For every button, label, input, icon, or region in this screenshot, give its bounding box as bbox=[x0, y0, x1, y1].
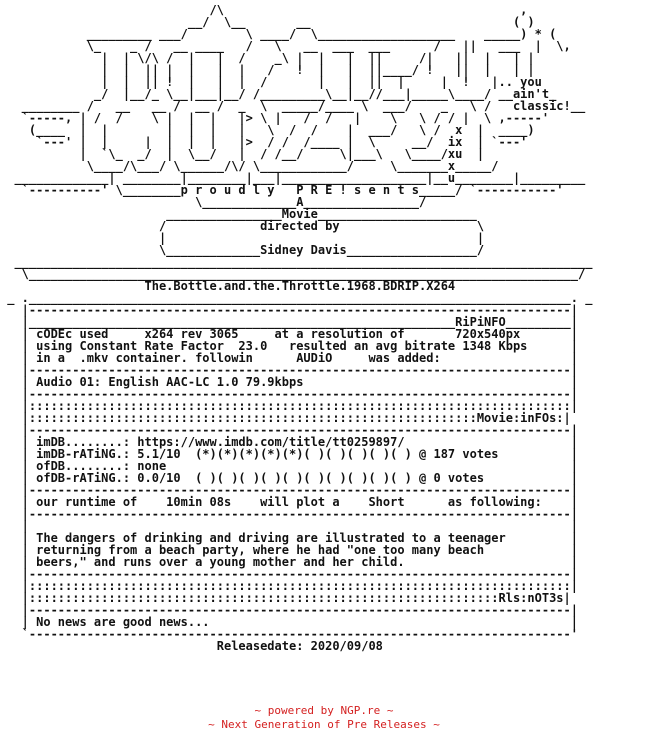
powered-by-link[interactable]: ~ powered by NGP.re ~ bbox=[254, 704, 394, 717]
ngp-footer bbox=[0, 704, 648, 732]
nfo-document: /\ , __/ \__ __ ( ) _________ ___/ \ ____/ \___________________ _____) * ( \_ _ / __ ____ / \ __ ___ ___ / || ___ | \, | | \/\ / | | / _\ | | | || /| || | | | | | || | | | | / ! | | ||____/ ! || | | | | | || ! | | | / | | || | | ! |.. you _/ |__/_ \__|___|__/ /_________\__|__//___|_____\____/ __ain't_ ________ / __ __ / __ / _ \ _____/____ \ ___/ _ \ / classic!__ `-----, | / / \ | | | |> \ | / / | \ \ / / | \ ,-----' (____ | | | | | | \ / / | ___/ \ / x | ____) `---' | | | | | | |> / / /____ | \ __/ ix | `---' | `\_ _/ | \__/ | / /__/ \|___\ \____/xu | \____/\___/ \______/\/ \____________/ \_______x_____/ _____________| ________|________|___|____________________|__u________|_________ `----------' \________p r o u d l y P R E ! s e n t s_____/ `-----------' \_____________A________________/ ________________Movie______________________ / directed by \ | | \_____________Sidney Davis__________________/ ________________________________________________________________________________ \____________________________________________________________________________/ The.Bottle.and.the.Throttle.1968.BDRIP.X264 _ .___________________________________________________________________________. _ |---------------------------------------------------------------------------| |___________________________________________________________RiPiNFO_________| | cODEc used x264 rev 3065 at a resolution of 720x540px | | using Constant Rate Factor 23.0 resulted an avg bitrate 1348 Kbps | | in a .mkv container. followin AUDiO was added: | |---------------------------------------------------------------------------| | Audio 01: English AAC-LC 1.0 79.9kbps | |---------------------------------------------------------------------------| |:::::::::::::::::::::::::::::::::::::::::::::::::::::::::::::::::::::::::::| |::::::::::::::::::::::::::::::::::::::::::::::::::::::::::::::Movie:inFOs:| |---------------------------------------------------------------------------| | imDB........: https://www.imdb.com/title/tt0259897/ | | imDB-rATiNG.: 5.1/10 (*)(*)(*)(*)(*)( )( )( )( )( ) @ 187 votes | | ofDB........: none | | ofDB-rATiNG.: 0.0/10 ( )( )( )( )( )( )( )( )( )( ) @ 0 votes | |---------------------------------------------------------------------------| | our runtime of 10min 08s will plot a Short as following: | |---------------------------------------------------------------------------| | | | The dangers of drinking and driving are illustrated to a teenager | | returning from a beach party, where he had "one too many beach | | beers," and runs over a young mother and her child. | |---------------------------------------------------------------------------| |:::::::::::::::::::::::::::::::::::::::::::::::::::::::::::::::::::::::::::| |:::::::::::::::::::::::::::::::::::::::::::::::::::::::::::::::::Rls:nOT3s| |---------------------------------------------------------------------------| | No news are good news... | `---------------------------------------------------------------------------' Releasedate: 2020/09/08 bbox=[7, 4, 593, 652]
ngp-tagline: ~ Next Generation of Pre Releases ~ bbox=[208, 718, 440, 731]
